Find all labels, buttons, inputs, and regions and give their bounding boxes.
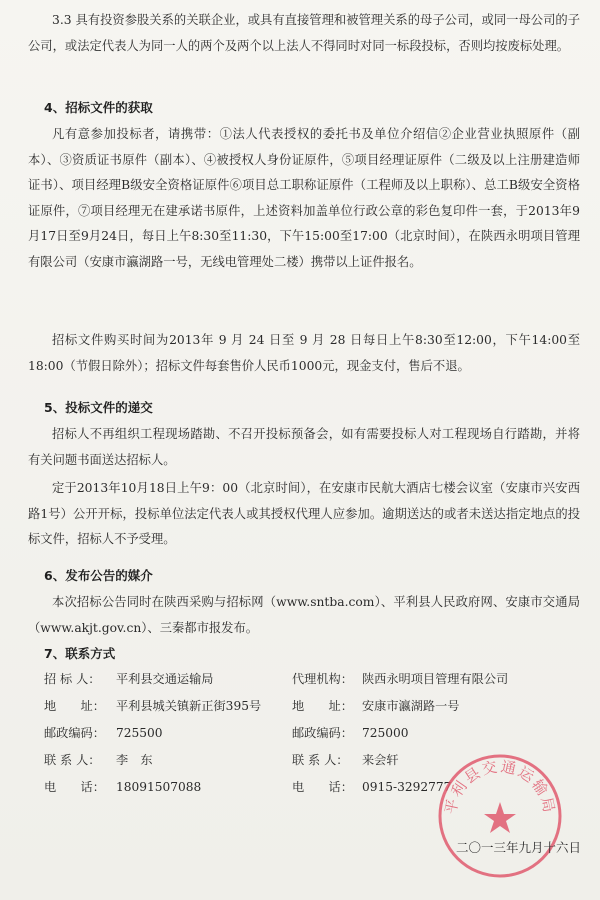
tenderer-address-value: 平利县城关镇新正街395号 <box>116 699 262 713</box>
section-4-paragraph-1: 凡有意参加投标者，请携带：①法人代表授权的委托书及单位介绍信②企业营业执照原件（副本）、③资质证书原件（副本）、④被授权人身份证原件，⑤项目经理证原件（二级及以上注册建造师证书）、项目经理B级安全资格证原件⑥项目总工职称证原件（工程师及以上职称）、总工B级安全资格证原件，⑦项目经理无在建承诺书原件，上述资料加盖单位行政公章的彩色复印件一套，于2013年9月17日至9月24日，每日上午8:30至11:30，下午15:00至17:00（北京时间），在陕西永明项目管理有限公司（安康市瀛湖路一号，无线电管理处二楼）携带以上证件报名。 <box>28 127 580 269</box>
section-6-paragraph-1: 本次招标公告同时在陕西采购与招标网（www.sntba.com）、平利县人民政府网、安康市交通局（www.akjt.gov.cn）、三秦都市报发布。 <box>28 595 580 635</box>
tenderer-address-label: 地 址： <box>44 699 105 713</box>
agency-value: 陕西永明项目管理有限公司 <box>362 672 509 686</box>
tenderer-postcode-label: 邮政编码： <box>44 726 105 740</box>
contact-row <box>44 720 584 747</box>
agency-phone-label: 电 话： <box>292 780 353 794</box>
contact-row <box>44 693 584 720</box>
section-6-heading: 6、发布公告的媒介 <box>44 568 153 583</box>
seal-text: 平利县交通运输局 <box>441 757 559 816</box>
agency-contact-value: 来会轩 <box>362 753 399 767</box>
section-7-heading: 7、联系方式 <box>44 646 116 661</box>
section-5-paragraph-1: 招标人不再组织工程现场踏勘、不召开投标预备会，如有需要投标人对工程现场自行踏勘，并将有关问题书面送达招标人。 <box>28 427 580 467</box>
issue-date: 二〇一三年九月十六日 <box>456 840 582 855</box>
tenderer-postcode-value: 725500 <box>116 726 163 740</box>
agency-phone-value: 0915-3292777 <box>362 780 452 794</box>
tenderer-value: 平利县交通运输局 <box>116 672 214 686</box>
official-seal <box>436 752 564 880</box>
tenderer-label: 招 标 人： <box>44 672 101 686</box>
agency-address-value: 安康市瀛湖路一号 <box>362 699 460 713</box>
contact-row <box>44 666 584 693</box>
section-4-heading: 4、招标文件的获取 <box>44 100 153 115</box>
agency-address-label: 地 址： <box>292 699 353 713</box>
agency-postcode-value: 725000 <box>362 726 409 740</box>
section-5-heading: 5、投标文件的递交 <box>44 400 153 415</box>
tenderer-phone-value: 18091507088 <box>116 780 202 794</box>
section-5-paragraph-2: 定于2013年10月18日上午9：00（北京时间），在安康市民航大酒店七楼会议室（安康市兴安西路1号）公开开标，投标单位法定代表人或其授权代理人应参加。逾期送达的或者未送达指定地点的投标文件，招标人不予受理。 <box>28 481 580 546</box>
clause-3-3: 3.3 具有投资参股关系的关联企业，或具有直接管理和被管理关系的母子公司，或同一母公司的子公司，或法定代表人为同一人的两个及两个以上法人不得同时对同一标段投标，否则均按废标处理。 <box>28 13 580 53</box>
section-4-paragraph-2: 招标文件购买时间为2013年 9 月 24 日至 9 月 28 日每日上午8:30至12:00，下午14:00至18:00（节假日除外）；招标文件每套售价人民币1000元，现金支付，售后不退。 <box>28 333 580 373</box>
agency-postcode-label: 邮政编码： <box>292 726 353 740</box>
agency-label: 代理机构： <box>292 672 353 686</box>
tenderer-contact-value: 李 东 <box>116 753 153 767</box>
tenderer-contact-label: 联 系 人： <box>44 753 101 767</box>
tenderer-phone-label: 电 话： <box>44 780 105 794</box>
agency-contact-label: 联 系 人： <box>292 753 349 767</box>
